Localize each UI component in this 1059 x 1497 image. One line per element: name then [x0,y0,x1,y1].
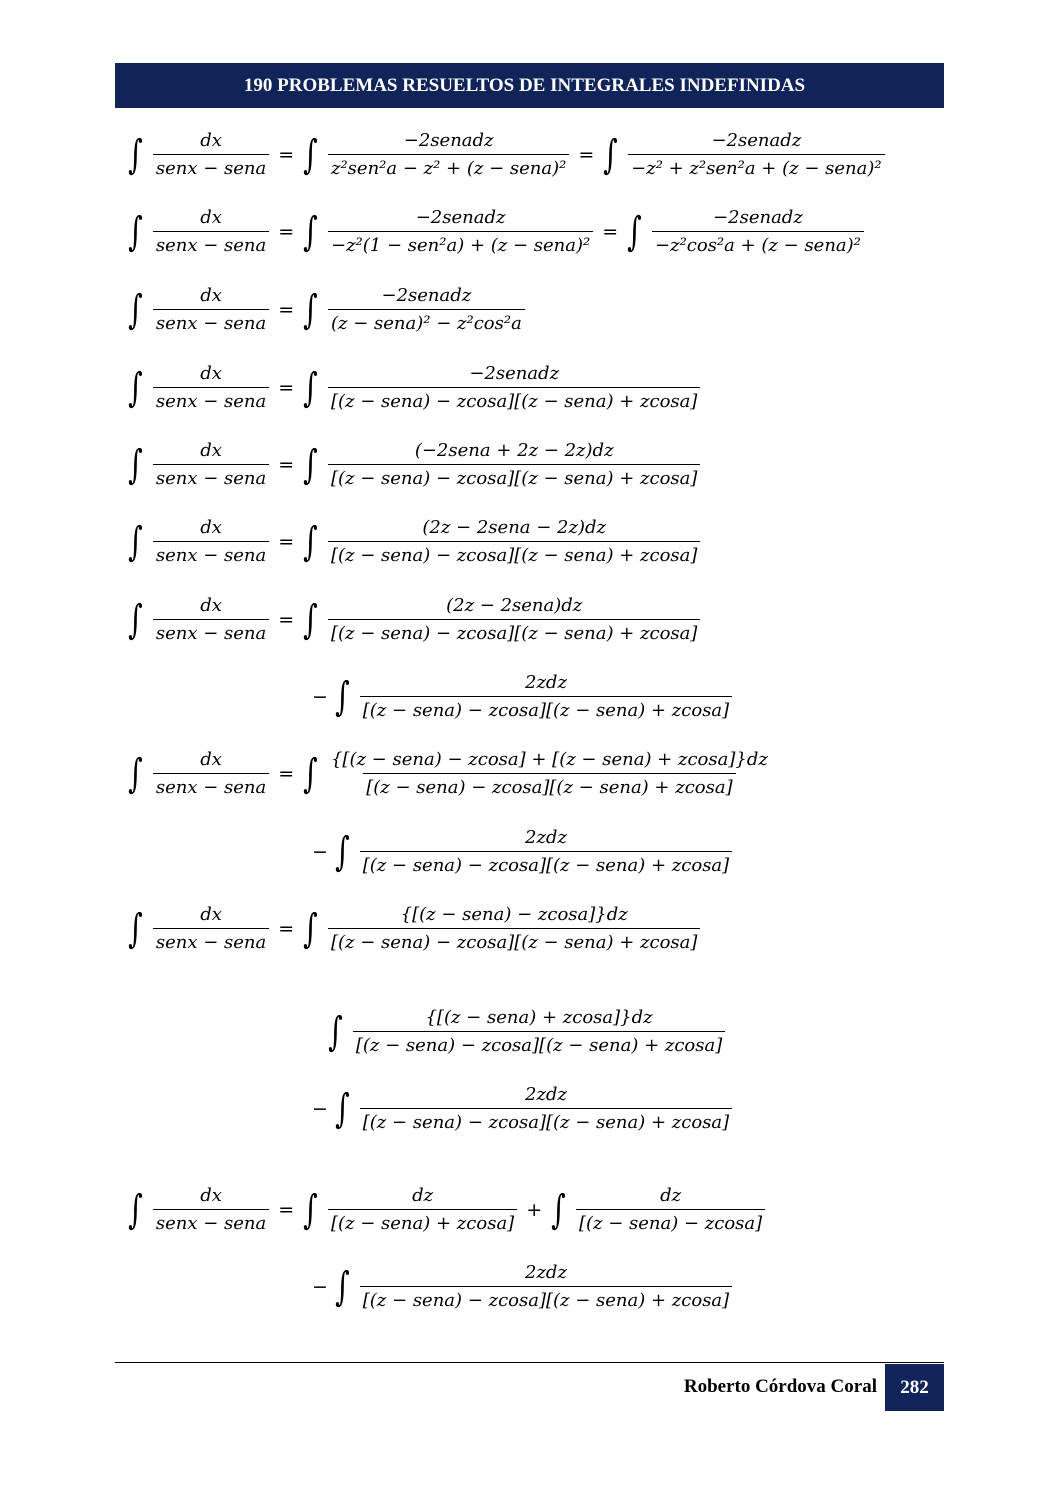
fraction: $\frac{\text{\{[(z − sena) + zcosa]\}dz}}{\text{[(z − sena) − zcosa][(z − sena) + zcosa]}}$ [353,1007,725,1056]
equation-5: ∫ $\frac{dx}{\text{senx − sena}}$ = ∫ $\frac{\text{(−2sena + 2z − 2z)dz}}{\text{[(z − sena) − zcosa][(z − sena) + zcosa]}}$ [125,440,703,489]
fraction: $\frac{\text{−2senadz}}{\text{−z²cos²a + (z − sena)²}}$ [652,207,864,256]
fraction-lhs: $\frac{dx}{\text{senx − sena}}$ [153,517,269,566]
fraction-lhs: $\frac{dx}{\text{senx − sena}}$ [153,749,269,798]
fraction: $\frac{\text{(2z − 2sena − 2z)dz}}{\text{[(z − sena) − zcosa][(z − sena) + zcosa]}}$ [328,517,700,566]
fraction-lhs: $\frac{dx}{\text{senx − sena}}$ [153,285,269,334]
equation-15: − ∫ $\frac{\text{2zdz}}{\text{[(z − sena) − zcosa][(z − sena) + zcosa]}}$ [312,1262,735,1311]
fraction: $\frac{\text{−2senadz}}{\text{[(z − sena) − zcosa][(z − sena) + zcosa]}}$ [328,363,700,412]
equation-12: ∫ $\frac{\text{\{[(z − sena) + zcosa]\}dz}}{\text{[(z − sena) − zcosa][(z − sena) + zcosa]}}$ [325,1007,728,1056]
header-title: 190 PROBLEMAS RESUELTOS DE INTEGRALES INDEFINIDAS [243,74,806,96]
fraction: $\frac{\text{−2senadz}}{\text{z²sen²a − z² + (z − sena)²}}$ [328,130,569,179]
equation-13: − ∫ $\frac{\text{2zdz}}{\text{[(z − sena) − zcosa][(z − sena) + zcosa]}}$ [312,1084,735,1133]
fraction: $\frac{\text{2zdz}}{\text{[(z − sena) − zcosa][(z − sena) + zcosa]}}$ [360,1262,732,1311]
integral-sign: ∫ [128,131,143,178]
fraction-lhs: $\frac{dx}{\text{senx − sena}}$ [153,904,269,953]
fraction-lhs: $\frac{dx}{\text{senx − sena}}$ [153,1185,269,1234]
equation-11: ∫ $\frac{dx}{\text{senx − sena}}$ = ∫ $\frac{\text{\{[(z − sena) − zcosa]\}dz}}{\text{[(z − sena) − zcosa][(z − sena) + zcosa]}}$ [125,904,703,953]
fraction: $\frac{\text{2zdz}}{\text{[(z − sena) − zcosa][(z − sena) + zcosa]}}$ [360,1084,732,1133]
fraction-lhs: $\frac{dx}{\text{senx − sena}}$ [153,363,269,412]
fraction-lhs: $\frac{dx}{\text{senx − sena}}$ [153,207,269,256]
equation-4: ∫ $\frac{dx}{\text{senx − sena}}$ = ∫ $\frac{\text{−2senadz}}{\text{[(z − sena) − zcosa][(z − sena) + zcosa]}}$ [125,363,703,412]
equation-3: ∫ $\frac{dx}{\text{senx − sena}}$ = ∫ $\frac{\text{−2senadz}}{\text{(z − sena)² − z²cos²a}}$ [125,285,528,334]
fraction: $\frac{dz}{\text{[(z − sena) − zcosa]}}$ [576,1185,765,1234]
fraction: $\frac{dz}{\text{[(z − sena) + zcosa]}}$ [328,1185,517,1234]
fraction-lhs: $\frac{dx}{\text{senx − sena}}$ [153,130,269,179]
fraction: $\frac{\text{−2senadz}}{\text{(z − sena)² − z²cos²a}}$ [328,285,525,334]
fraction-lhs: $\frac{dx}{\text{senx − sena}}$ [153,440,269,489]
fraction: $\frac{\text{(−2sena + 2z − 2z)dz}}{\text{[(z − sena) − zcosa][(z − sena) + zcosa]}}$ [328,440,700,489]
equation-9: ∫ $\frac{dx}{\text{senx − sena}}$ = ∫ $\frac{\text{\{[(z − sena) − zcosa] + [(z − sena) + zcosa]\}dz}}{\text{[(z − sena) − zcosa][(z − sena) + zcosa]}}$ [125,749,774,798]
equation-10: − ∫ $\frac{\text{2zdz}}{\text{[(z − sena) − zcosa][(z − sena) + zcosa]}}$ [312,827,735,876]
equation-2: ∫ $\frac{dx}{\text{senx − sena}}$ = ∫ $\frac{\text{−2senadz}}{\text{−z²(1 − sen²a) + (z − sena)²}}$ = ∫ $\frac{\text{−2senadz}}{\text{−z²cos²a + (z − sena)²}}$ [125,207,867,256]
fraction-lhs: $\frac{dx}{\text{senx − sena}}$ [153,595,269,644]
fraction: $\frac{\text{2zdz}}{\text{[(z − sena) − zcosa][(z − sena) + zcosa]}}$ [360,672,732,721]
footer-author: Roberto Córdova Coral [683,1376,877,1397]
equation-1: ∫ $\frac{dx}{\text{senx − sena}}$ = ∫ $\frac{\text{−2senadz}}{\text{z²sen²a − z² + (z − sena)²}}$ = ∫ $\frac{\text{−2senadz}}{\text{−z² + z²sen²a + (z − sena)²}}$ [125,130,888,179]
equation-14: ∫ $\frac{dx}{\text{senx − sena}}$ = ∫ $\frac{dz}{\text{[(z − sena) + zcosa]}}$ + ∫ $\frac{dz}{\text{[(z − sena) − zcosa]}}$ [125,1185,768,1234]
fraction: $\frac{\text{\{[(z − sena) − zcosa] + [(z − sena) + zcosa]\}dz}}{\text{[(z − sena) − zcosa][(z − sena) + zcosa]}}$ [330,749,768,798]
equation-8: − ∫ $\frac{\text{2zdz}}{\text{[(z − sena) − zcosa][(z − sena) + zcosa]}}$ [312,672,735,721]
page-number: 282 [885,1364,944,1411]
fraction: $\frac{\text{(2z − 2sena)dz}}{\text{[(z − sena) − zcosa][(z − sena) + zcosa]}}$ [328,595,700,644]
page-header [115,63,944,108]
fraction: $\frac{\text{−2senadz}}{\text{−z² + z²sen²a + (z − sena)²}}$ [628,130,884,179]
equation-6: ∫ $\frac{dx}{\text{senx − sena}}$ = ∫ $\frac{\text{(2z − 2sena − 2z)dz}}{\text{[(z − sena) − zcosa][(z − sena) + zcosa]}}$ [125,517,703,566]
equation-7: ∫ $\frac{dx}{\text{senx − sena}}$ = ∫ $\frac{\text{(2z − 2sena)dz}}{\text{[(z − sena) − zcosa][(z − sena) + zcosa]}}$ [125,595,703,644]
fraction: $\frac{\text{−2senadz}}{\text{−z²(1 − sen²a) + (z − sena)²}}$ [328,207,593,256]
fraction: $\frac{\text{\{[(z − sena) − zcosa]\}dz}}{\text{[(z − sena) − zcosa][(z − sena) + zcosa]}}$ [328,904,700,953]
fraction: $\frac{\text{2zdz}}{\text{[(z − sena) − zcosa][(z − sena) + zcosa]}}$ [360,827,732,876]
footer-divider [115,1362,944,1363]
